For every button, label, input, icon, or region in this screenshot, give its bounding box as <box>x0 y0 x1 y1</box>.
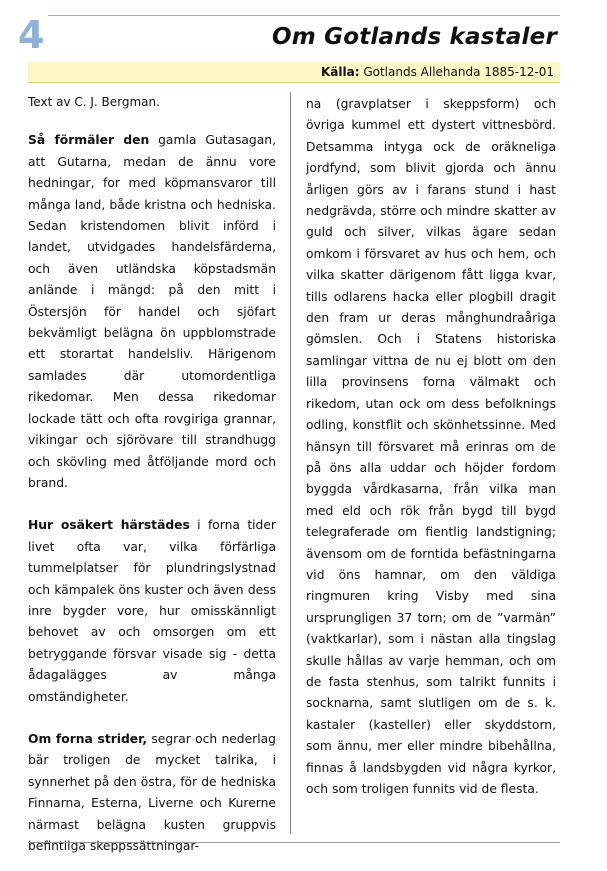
source-bar <box>28 62 560 82</box>
source-value: Gotlands Allehanda 1885-12-01 <box>363 65 554 79</box>
bottom-rule <box>28 842 560 843</box>
page-number: 4 <box>18 13 45 57</box>
author-line: Text av C. J. Bergman. <box>28 95 160 109</box>
source-label: Källa: <box>320 65 360 79</box>
column-divider <box>290 92 291 834</box>
paragraph-2 <box>28 515 276 708</box>
paragraph-3-text-start: segrar och nederlag bär troligen de mycket talrika, i synnerhet på den östra, för de hedniska Finnarna, Esterna, Liverne och Kurerne närmast belägna kusten gruppvis befintliga skeppssättningar- <box>28 731 276 853</box>
paragraph-3-continued: na (gravplatser i skeppsform) och övriga kummel ett dystert vittnesbörd. Detsamma intyga ock de oräkneliga jordfynd, som blivit gjorda och ännu årligen görs av i farans stund i hast nedgrävda, större och mindre skatter av guld och silver, vilkas ägare sedan omkom i försvaret av hus och hem, och vilka skatter därigenom fått ligga kvar, tills odlarens hacka eller plogbill dragit den fram ur deras månghundraåriga gömslen. Och i Statens historiska samlingar vittna de nu ej blott om den lilla provinsens forna välmakt och rikedom, utan ock om dess befolknings odling, konstflit och skönhetssinne. Med hänsyn till försvaret må erinras om de på öns alla uddar och höjder fordom byggda vårdkasarna, från vilka man med eld och rök från bygd till bygd telegraferade om fientlig landstigning; ävensom om de forntida befästningarna vid öns hamnar, om den väldiga ringmuren kring Visby med sina ursprungligen 37 torn; om de ”varmän” (vaktkarlar), som i nästan alla tingslag skulle hållas av varje hemman, och om de fasta stenhus, som talrikt funnits i socknarna, samt slutligen om de s. k. kastaler (kasteller) eller skyddstorn, som ännu, mer eller mindre bibehållna, finnas å landsbygden vid några kyrkor, och som troligen funnits vid de flesta. <box>306 97 556 796</box>
title-rule <box>48 15 560 16</box>
page-title: Om Gotlands kastaler <box>272 24 557 50</box>
left-column <box>28 92 276 857</box>
paragraph-1-lead: Så förmäler den <box>28 133 150 148</box>
paragraph-3-start <box>28 729 276 857</box>
paragraph-3-lead: Om forna strider, <box>28 731 148 746</box>
paragraph-2-lead: Hur osäkert härstädes <box>28 518 190 533</box>
paragraph-1 <box>28 130 276 494</box>
paragraph-2-text: i forna tider livet ofta var, vilka förfärliga tummelplatser för plundringslystnad och kämpalek öns kuster och även dess inre bygder vore, hur omisskännligt behovet av och omsorgen om ett betryggande försvar visade sig - detta ådagalägges av många omständigheter. <box>28 518 276 704</box>
source-rule <box>28 82 560 83</box>
paragraph-1-text: gamla Gutasagan, att Gutarna, medan de ännu vore hedningar, for med köpmansvaror till många land, både kristna och hedniska. Sedan kristendomen blivit införd i landet, utvidgades handelsfärderna, och även utländska köpstadsmän anlände i mängd: på den mitt i Östersjön för handel och sjöfart bekvämligt belägna ön uppblomstrade ett storartat handelsliv. Härigenom samlades där utomordentliga rikedomar. Men dessa rikedomar lockade tätt och ofta rovgiriga grannar, vikingar och sjörövare till strandhugg och skövling med åtföljande mord och brand. <box>28 133 276 490</box>
right-column <box>306 94 556 800</box>
